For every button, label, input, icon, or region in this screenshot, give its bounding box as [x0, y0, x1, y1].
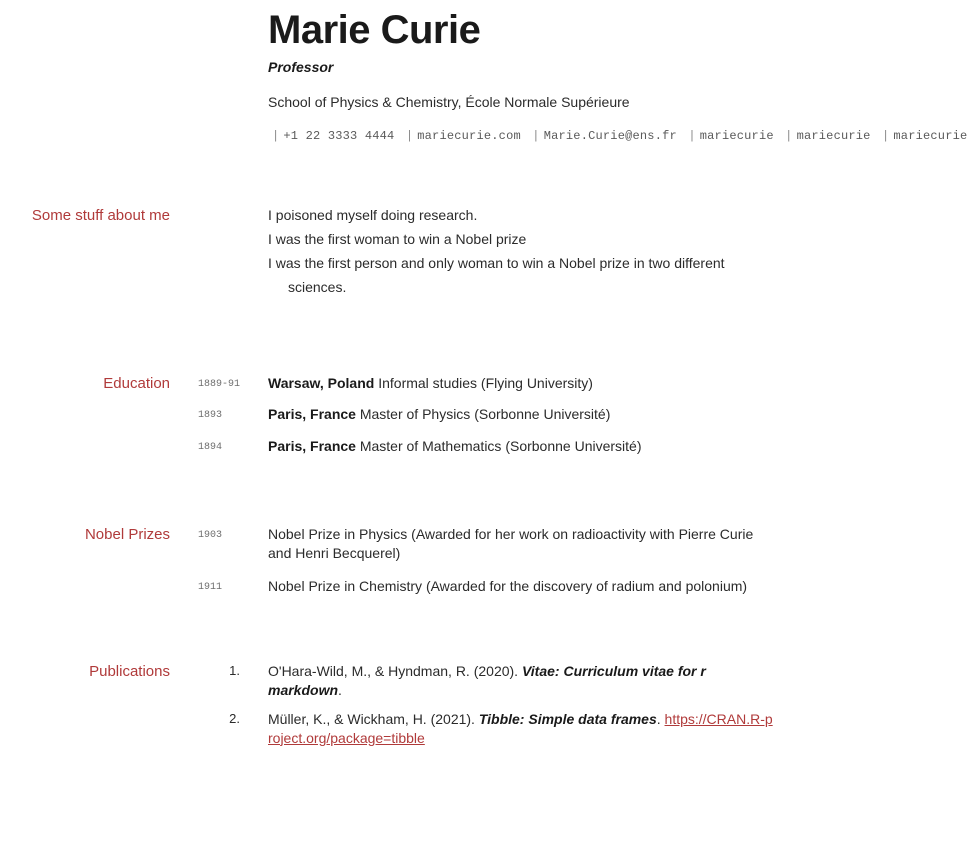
entry-location-text: Paris, France: [268, 438, 356, 455]
about-line: sciences.: [288, 278, 347, 295]
contact-separator: |: [405, 128, 414, 143]
contact-handle-1[interactable]: mariecurie: [699, 128, 774, 143]
contact-separator: |: [532, 128, 540, 143]
entry-location: [268, 375, 374, 391]
entry-detail: Nobel Prize in Physics (Awarded for her work on radioactivity with Pierre Curie and Henri Becquerel): [268, 526, 754, 562]
entry-detail: Master of Physics (Sorbonne Université): [359, 406, 611, 423]
entry-date: 1911: [198, 581, 223, 593]
publication-text: [268, 710, 773, 748]
contact-handle-3[interactable]: mariecurie: [893, 128, 967, 143]
publication-number: 1.: [229, 662, 240, 678]
section-title-education: Education: [103, 374, 170, 392]
section-title-about: Some stuff about me: [31, 206, 170, 224]
entry-date: 1893: [198, 410, 223, 422]
about-line: I was the first woman to win a Nobel prize: [268, 230, 527, 247]
publication-tail: .: [656, 710, 665, 727]
cv-header: [0, 0, 967, 144]
entry-date: 1903: [198, 530, 223, 542]
contact-email[interactable]: Marie.Curie@ens.fr: [543, 128, 677, 143]
about-line: I was the first person and only woman to win a Nobel prize in two different: [268, 254, 725, 271]
about-line: I poisoned myself doing research.: [268, 206, 478, 223]
entry-location-text: Warsaw, Poland: [268, 374, 375, 391]
contact-line: [268, 128, 967, 144]
entry-date: 1889-91: [198, 378, 241, 390]
contact-separator: |: [272, 128, 280, 143]
entry-detail: Master of Mathematics (Sorbonne Université): [359, 438, 642, 455]
contact-separator: |: [881, 128, 890, 143]
affiliation: School of Physics & Chemistry, École Normale Supérieure: [268, 93, 630, 110]
contact-handle-2[interactable]: mariecurie: [796, 128, 871, 143]
section-body-about: [170, 206, 787, 302]
nobel-entry: [170, 577, 787, 596]
publication-authors: O'Hara-Wild, M., & Hyndman, R. (2020).: [268, 662, 522, 679]
section-publications: [0, 662, 787, 758]
contact-phone: +1 22 3333 4444: [283, 128, 395, 143]
publication-authors: Müller, K., & Wickham, H. (2021).: [268, 710, 479, 727]
section-nobel-prizes: [0, 525, 787, 610]
entry-body: [268, 525, 787, 563]
entry-date: 1894: [198, 442, 223, 454]
publication-title: Vitae: Curriculum vitae for r markdown: [268, 662, 706, 698]
publication-tail: .: [338, 681, 342, 698]
entry-location: [268, 438, 356, 454]
section-education: [0, 374, 787, 470]
contact-separator: |: [785, 128, 793, 143]
list-item: [170, 710, 787, 748]
section-body-publications: [170, 662, 787, 758]
page-title: Marie Curie: [268, 8, 481, 52]
section-about: [0, 206, 787, 302]
education-entry: [170, 437, 787, 456]
list-item: [170, 662, 787, 700]
entry-body: [268, 374, 787, 393]
publication-text: [268, 662, 773, 700]
section-body-nobel-prizes: [170, 525, 787, 610]
entry-location-text: Paris, France: [268, 406, 356, 423]
education-entry: [170, 374, 787, 393]
contact-separator: |: [688, 128, 696, 143]
section-title-publications: Publications: [89, 662, 170, 680]
entry-detail: Nobel Prize in Chemistry (Awarded for the discovery of radium and polonium): [268, 577, 748, 594]
publication-number: 2.: [229, 710, 240, 726]
section-body-education: [170, 374, 787, 470]
entry-location: [268, 406, 356, 422]
contact-website[interactable]: mariecurie.com: [417, 128, 521, 143]
publication-link[interactable]: https://CRAN.R-project.org/package=tibble: [268, 710, 773, 746]
job-title: Professor: [268, 59, 334, 75]
section-title-nobel-prizes: Nobel Prizes: [84, 526, 170, 544]
entry-body: [268, 577, 787, 596]
education-entry: [170, 405, 787, 424]
entry-detail: Informal studies (Flying University): [378, 374, 593, 391]
entry-body: [268, 405, 787, 424]
nobel-entry: [170, 525, 787, 563]
publication-title: Tibble: Simple data frames: [478, 710, 657, 727]
entry-body: [268, 437, 787, 456]
